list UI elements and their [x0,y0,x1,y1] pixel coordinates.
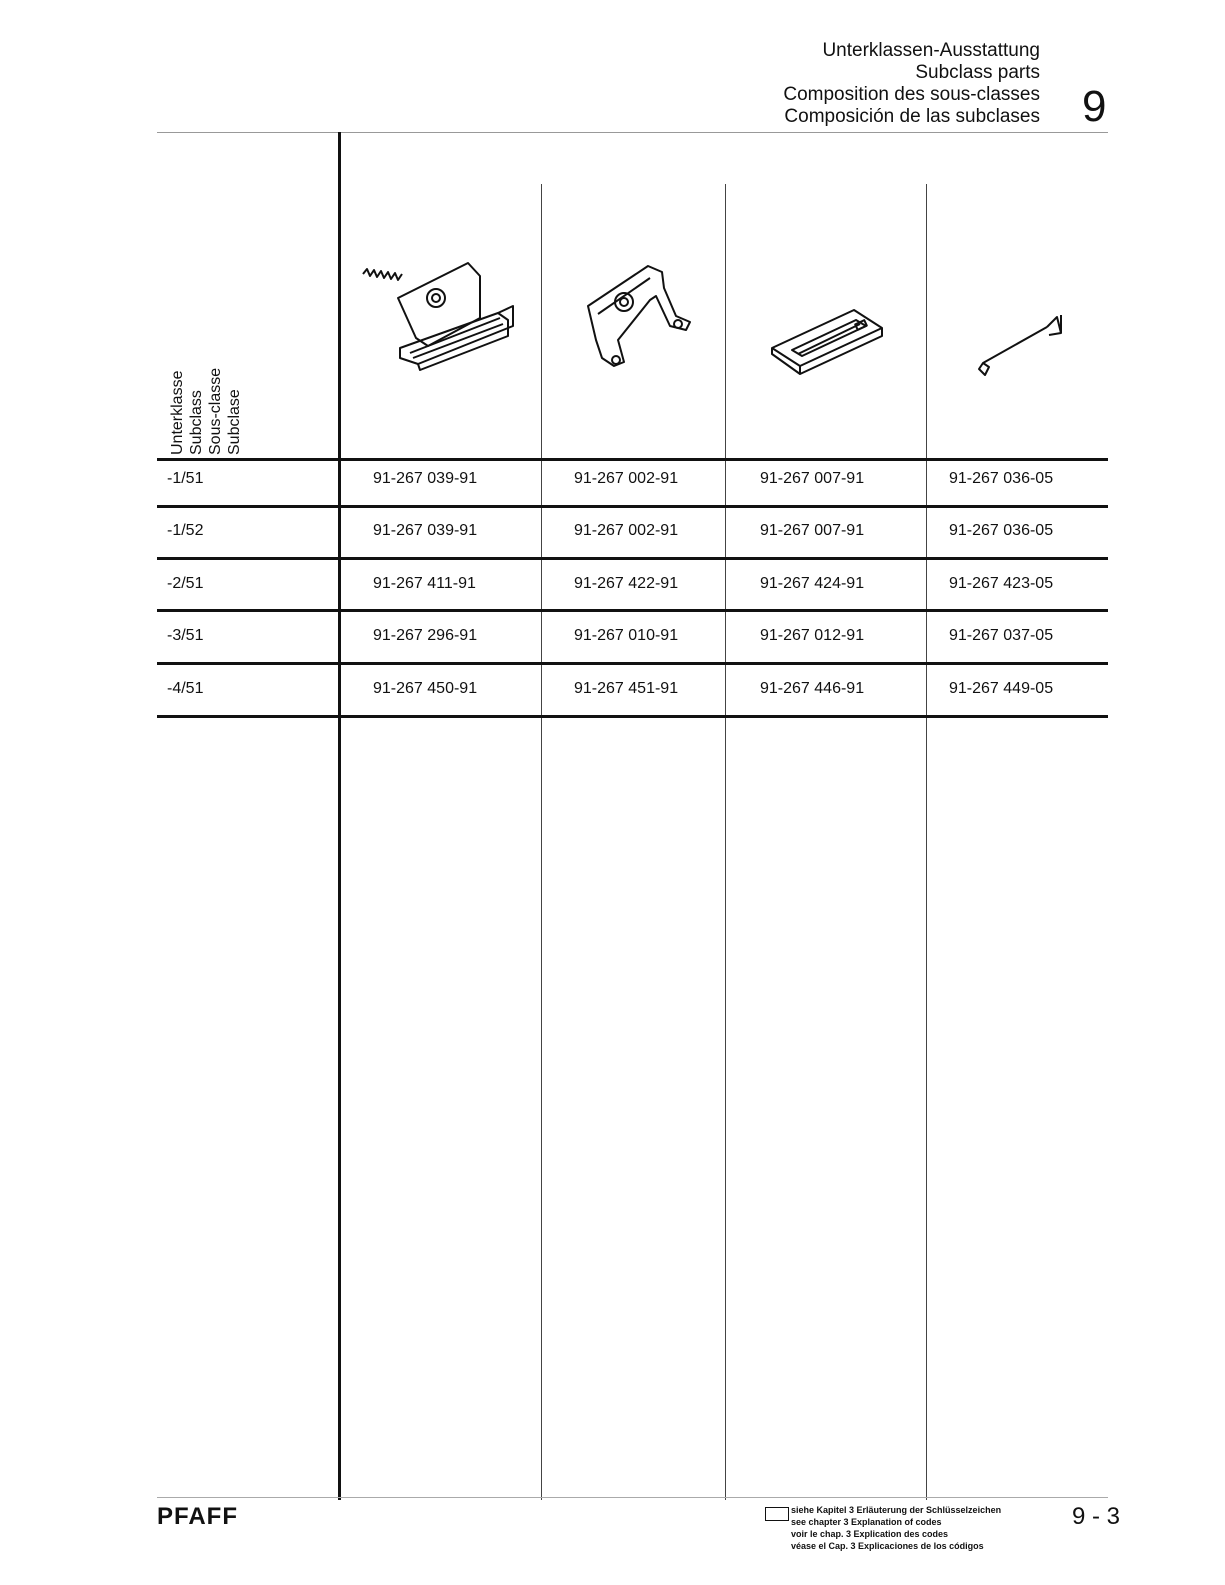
part-number-cell: 91-267 424-91 [760,575,865,592]
feed-plate-icon [768,300,888,380]
table-rule [157,505,1108,508]
part-number-cell: 91-267 007-91 [760,470,865,487]
label-en: Subclass [188,390,205,455]
part-number-cell: 91-267 411-91 [373,575,476,592]
part-number-cell: 91-267 007-91 [760,522,865,539]
header-titles [783,40,1040,128]
subclass-cell: -3/51 [167,627,204,644]
footnote-line-es: véase el Cap. 3 Explicaciones de los códigos [791,1541,984,1551]
label-es: Subclase [226,389,243,455]
part-number-cell: 91-267 449-05 [949,680,1054,697]
table-rule [157,557,1108,560]
part-number-cell: 91-267 002-91 [574,522,679,539]
wire-guide-icon [965,305,1070,380]
footnote-line-fr: voir le chap. 3 Explication des codes [791,1529,949,1539]
column-divider [926,184,927,1500]
presser-foot-frame-icon [578,258,703,373]
column-divider [541,184,542,1500]
subclass-cell: -4/51 [167,680,204,697]
presser-foot-with-spring-icon [358,258,523,378]
part-number-cell: 91-267 422-91 [574,575,679,592]
header-rule [157,132,1108,133]
table-rule [157,662,1108,665]
part-number-cell: 91-267 002-91 [574,470,679,487]
title-de: Unterklassen-Ausstattung [822,40,1040,61]
part-number-cell: 91-267 012-91 [760,627,865,644]
table-rule [157,458,1108,461]
footnote-line-en: see chapter 3 Explanation of codes [791,1517,942,1527]
part-number-cell: 91-267 010-91 [574,627,679,644]
chapter-number: 9 [1082,82,1107,131]
page-number: 9 - 3 [1072,1503,1121,1530]
column-divider [725,184,726,1500]
code-key-box [765,1507,789,1521]
part-number-cell: 91-267 039-91 [373,522,478,539]
part-number-cell: 91-267 296-91 [373,627,478,644]
part-number-cell: 91-267 423-05 [949,575,1054,592]
title-es: Composición de las subclases [784,106,1040,127]
footnote [791,1504,1001,1552]
subclass-cell: -1/52 [167,522,204,539]
footer-rule [157,1497,1108,1498]
table-rule [157,715,1108,718]
part-number-cell: 91-267 036-05 [949,522,1054,539]
footnote-line-de: siehe Kapitel 3 Erläuterung der Schlüsselzeichen [791,1505,1002,1515]
part-number-cell: 91-267 036-05 [949,470,1054,487]
part-number-cell: 91-267 037-05 [949,627,1054,644]
subclass-column-label [168,368,244,455]
subclass-cell: -2/51 [167,575,204,592]
label-de: Unterklasse [169,370,186,455]
subclass-cell: -1/51 [167,470,204,487]
part-number-cell: 91-267 039-91 [373,470,478,487]
brand-logo: PFAFF [157,1503,238,1530]
table-rule [157,609,1108,612]
part-number-cell: 91-267 446-91 [760,680,865,697]
title-en: Subclass parts [915,62,1040,83]
part-number-cell: 91-267 451-91 [574,680,679,697]
title-fr: Composition des sous-classes [783,84,1040,105]
row-header-divider [338,132,341,1500]
label-fr: Sous-classe [207,367,224,455]
part-number-cell: 91-267 450-91 [373,680,478,697]
